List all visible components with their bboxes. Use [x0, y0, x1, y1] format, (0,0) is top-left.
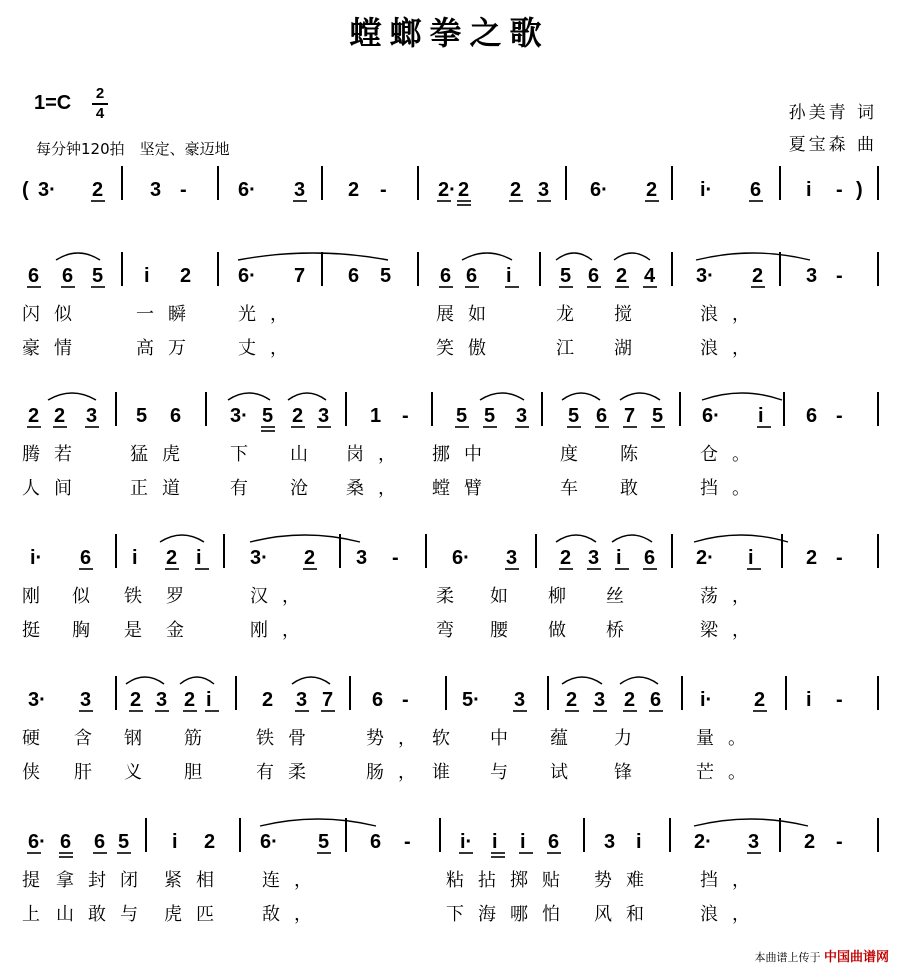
lyric-word: 荡， — [700, 586, 764, 607]
note: 3 — [318, 405, 330, 427]
lyric-word: 岗， — [346, 444, 410, 465]
lyric-word: 力 — [614, 728, 646, 749]
note: 3· — [696, 265, 714, 287]
note: 6 — [60, 831, 72, 853]
lyric-word: 挺 — [22, 620, 54, 641]
note: i· — [700, 179, 713, 201]
lyric-word: 度 — [560, 444, 592, 465]
lyric-word: 与 — [490, 762, 522, 783]
note: i — [616, 547, 622, 569]
note: 2 — [348, 179, 360, 201]
note: 5 — [380, 265, 392, 287]
note: 2 — [510, 179, 522, 201]
slur-arc — [238, 253, 388, 260]
note: 2 — [458, 179, 470, 201]
note: 3 — [80, 689, 92, 711]
lyric-word: 紧相 — [164, 870, 228, 891]
lyric-word: 是 — [124, 620, 156, 641]
slur-arc — [480, 393, 524, 400]
note: 3 — [604, 831, 616, 853]
lyric-word: 山敢与 — [56, 904, 152, 925]
lyric-word: 猛虎 — [130, 444, 194, 465]
lyric-word: 湖 — [614, 338, 646, 359]
lyric-word: 连， — [262, 870, 326, 891]
note: 2 — [184, 689, 196, 711]
note: 6 — [370, 831, 382, 853]
note: 1 — [370, 405, 382, 427]
key-signature: 1=C — [34, 92, 72, 114]
slur-arc — [126, 677, 164, 684]
lyric-word: 陈 — [620, 444, 652, 465]
note: 2 — [54, 405, 66, 427]
slur-arc — [614, 253, 650, 260]
slur-arc — [292, 677, 330, 684]
lyric-word: 敌， — [262, 904, 326, 925]
note: 6 — [466, 265, 478, 287]
note: 4 — [644, 265, 656, 287]
footer-site: 中国曲谱网 — [823, 950, 889, 965]
slur-arc — [556, 535, 596, 542]
note: 2 — [262, 689, 274, 711]
slur-arc — [250, 535, 360, 542]
note: 6 — [348, 265, 360, 287]
note: 3 — [296, 689, 308, 711]
note: 5 — [568, 405, 580, 427]
note: 5 — [318, 831, 330, 853]
lyric-word: 蕴 — [550, 728, 582, 749]
note: 2 — [646, 179, 658, 201]
note: 2· — [438, 179, 456, 201]
composer-credit: 夏宝森 曲 — [788, 135, 877, 155]
slur-arc — [556, 253, 592, 260]
note: 2 — [560, 547, 572, 569]
lyric-word: 罗 — [166, 586, 198, 607]
slur-arc — [694, 819, 808, 826]
lyric-word: 肠， — [366, 762, 430, 783]
footer-note — [754, 946, 889, 965]
note: i — [520, 831, 526, 853]
lyric-word: 展如 — [436, 304, 500, 325]
note: 2 — [616, 265, 628, 287]
slur-arc — [260, 819, 376, 826]
note: 2 — [166, 547, 178, 569]
note: 5 — [262, 405, 274, 427]
note: 7 — [624, 405, 636, 427]
note: 6· — [238, 265, 256, 287]
lyric-word: 桑， — [346, 478, 410, 499]
lyric-word: 谁 — [432, 762, 464, 783]
lyric-word: 正道 — [130, 478, 194, 499]
lyric-word: 软 — [432, 728, 464, 749]
lyric-word: 高万 — [136, 338, 200, 359]
note: 2 — [292, 405, 304, 427]
time-signature-top: 2 — [95, 85, 105, 102]
note: ) — [856, 179, 863, 201]
lyric-word: 梁， — [700, 620, 764, 641]
lyric-word: 如 — [490, 586, 522, 607]
note: 5 — [560, 265, 572, 287]
note: 6· — [260, 831, 278, 853]
tempo-marking: 每分钟120拍 坚定、豪迈地 — [36, 140, 230, 158]
slur-arc — [288, 393, 326, 400]
note: 6 — [596, 405, 608, 427]
lyric-word: 腰 — [490, 620, 522, 641]
note: 2 — [806, 547, 818, 569]
song-title: 螳螂拳之歌 — [349, 14, 550, 52]
lyric-word: 试 — [550, 762, 582, 783]
lyric-word: 丈， — [238, 338, 302, 359]
lyric-word: 闪似 — [22, 304, 86, 325]
note: 6 — [644, 547, 656, 569]
note: 3· — [250, 547, 268, 569]
lyric-word: 弯 — [436, 620, 468, 641]
lyric-word: 含 — [74, 728, 106, 749]
lyric-word: 笑傲 — [436, 338, 500, 359]
note: 5 — [118, 831, 130, 853]
note: i — [492, 831, 498, 853]
note: - — [836, 265, 843, 287]
note: 3 — [506, 547, 518, 569]
note: - — [836, 689, 843, 711]
note: 2 — [180, 265, 192, 287]
note: 6 — [750, 179, 762, 201]
note: i — [132, 547, 138, 569]
slur-arc — [562, 393, 600, 400]
slur-arc — [612, 535, 652, 542]
note: 2 — [204, 831, 216, 853]
lyric-word: 下 — [230, 444, 262, 465]
lyric-word: 有 — [230, 478, 262, 499]
note: 2 — [304, 547, 316, 569]
lyric-word: 汉， — [250, 586, 314, 607]
note: 6 — [588, 265, 600, 287]
note: 5· — [462, 689, 480, 711]
note: 6 — [806, 405, 818, 427]
note: - — [402, 689, 409, 711]
note: 6 — [28, 265, 40, 287]
note: i — [172, 831, 178, 853]
lyric-word: 粘拈掷贴 — [446, 870, 574, 891]
note: 5 — [652, 405, 664, 427]
lyric-word: 提 — [22, 870, 54, 891]
note: 6 — [372, 689, 384, 711]
slur-arc — [620, 393, 660, 400]
lyric-word: 螳臂 — [432, 478, 496, 499]
note: 6 — [440, 265, 452, 287]
note: 2 — [92, 179, 104, 201]
lyricist-credit: 孙美青 词 — [788, 103, 877, 123]
note: i· — [700, 689, 713, 711]
note: 5 — [92, 265, 104, 287]
note: i — [206, 689, 212, 711]
note: 6· — [28, 831, 46, 853]
lyric-word: 硬 — [22, 728, 54, 749]
slur-arc — [462, 253, 512, 260]
note: i — [636, 831, 642, 853]
note: 3 — [516, 405, 528, 427]
note: 5 — [456, 405, 468, 427]
note: 5 — [484, 405, 496, 427]
lyric-word: 胸 — [72, 620, 104, 641]
note: 6 — [650, 689, 662, 711]
note: 3 — [156, 689, 168, 711]
lyric-word: 柳 — [548, 586, 580, 607]
note: - — [836, 831, 843, 853]
note: 3· — [38, 179, 56, 201]
lyric-word: 龙 — [556, 304, 588, 325]
lyric-word: 势难 — [594, 870, 658, 891]
slur-arc — [228, 393, 270, 400]
lyric-word: 有柔 — [256, 762, 320, 783]
slur-arc — [694, 535, 788, 542]
lyric-word: 似 — [72, 586, 104, 607]
time-signature-bottom: 4 — [95, 105, 105, 122]
slur-arc — [620, 677, 658, 684]
note: i — [806, 689, 812, 711]
lyric-word: 沧 — [290, 478, 322, 499]
note: 2 — [752, 265, 764, 287]
lyric-word: 江 — [556, 338, 588, 359]
note: i· — [460, 831, 473, 853]
lyric-word: 金 — [166, 620, 198, 641]
note: 2· — [696, 547, 714, 569]
lyric-word: 侠 — [22, 762, 54, 783]
slur-arc — [180, 677, 214, 684]
note: 3 — [356, 547, 368, 569]
lyric-word: 下海哪怕 — [446, 904, 574, 925]
note: - — [402, 405, 409, 427]
note: 3· — [230, 405, 248, 427]
lyric-word: 中 — [490, 728, 522, 749]
lyric-word: 锋 — [614, 762, 646, 783]
lyric-word: 一瞬 — [136, 304, 200, 325]
lyric-word: 山 — [290, 444, 322, 465]
note: 3 — [514, 689, 526, 711]
note: 6 — [80, 547, 92, 569]
note: 3 — [594, 689, 606, 711]
note: 7 — [322, 689, 334, 711]
lyric-word: 豪情 — [22, 338, 86, 359]
note: 6· — [702, 405, 720, 427]
lyric-word: 人间 — [22, 478, 86, 499]
note: 5 — [136, 405, 148, 427]
note: - — [836, 405, 843, 427]
lyric-word: 挪中 — [432, 444, 496, 465]
note: 6· — [590, 179, 608, 201]
lyric-word: 丝 — [606, 586, 638, 607]
lyric-word: 量。 — [696, 728, 760, 749]
lyric-word: 桥 — [606, 620, 638, 641]
lyric-word: 芒。 — [696, 762, 760, 783]
lyric-word: 刚， — [250, 620, 314, 641]
note: 2 — [754, 689, 766, 711]
note: - — [180, 179, 187, 201]
note: ( — [22, 179, 29, 201]
note: 3 — [588, 547, 600, 569]
lyric-word: 义 — [124, 762, 156, 783]
note: 2 — [624, 689, 636, 711]
note: 2 — [804, 831, 816, 853]
lyric-word: 光， — [238, 304, 302, 325]
slur-arc — [562, 677, 602, 684]
note: i — [144, 265, 150, 287]
note: 2· — [694, 831, 712, 853]
lyric-word: 挡， — [700, 870, 764, 891]
note: i — [196, 547, 202, 569]
note: 6 — [548, 831, 560, 853]
footer-prefix: 本曲谱上传于 — [754, 951, 821, 964]
note: 3· — [28, 689, 46, 711]
note: 2 — [130, 689, 142, 711]
slur-arc — [702, 393, 782, 400]
lyric-word: 敢 — [620, 478, 652, 499]
note: 6 — [94, 831, 106, 853]
note: 6· — [238, 179, 256, 201]
lyric-word: 做 — [548, 620, 580, 641]
lyric-word: 搅 — [614, 304, 646, 325]
note: 6 — [170, 405, 182, 427]
note: 3 — [806, 265, 818, 287]
lyric-word: 胆 — [184, 762, 216, 783]
lyric-word: 浪， — [700, 304, 764, 325]
slur-arc — [56, 253, 100, 260]
lyric-word: 虎匹 — [164, 904, 228, 925]
lyric-word: 筋 — [184, 728, 216, 749]
slur-arc — [696, 253, 810, 260]
lyric-word: 仓。 — [700, 444, 764, 465]
note: - — [836, 179, 843, 201]
note: - — [392, 547, 399, 569]
note: 6· — [452, 547, 470, 569]
note: 3 — [538, 179, 550, 201]
slur-arc — [48, 393, 96, 400]
note: 3 — [294, 179, 306, 201]
note: i — [806, 179, 812, 201]
note: i — [506, 265, 512, 287]
lyric-word: 上 — [22, 904, 54, 925]
note: 2 — [566, 689, 578, 711]
lyric-word: 浪， — [700, 904, 764, 925]
note: i· — [30, 547, 43, 569]
note: 2 — [28, 405, 40, 427]
lyric-word: 车 — [560, 478, 592, 499]
lyric-word: 肝 — [74, 762, 106, 783]
note: - — [404, 831, 411, 853]
note: - — [380, 179, 387, 201]
note: 6 — [62, 265, 74, 287]
note: i — [748, 547, 754, 569]
note: 7 — [294, 265, 306, 287]
note: 3 — [748, 831, 760, 853]
lyric-word: 拿封闭 — [56, 870, 152, 891]
lyric-word: 刚 — [22, 586, 54, 607]
note: - — [836, 547, 843, 569]
lyric-word: 腾若 — [22, 444, 86, 465]
lyric-word: 势， — [366, 728, 430, 749]
lyric-word: 铁 — [124, 586, 156, 607]
lyric-word: 风和 — [594, 904, 658, 925]
lyric-word: 铁骨 — [256, 728, 320, 749]
lyric-word: 浪， — [700, 338, 764, 359]
lyric-word: 钢 — [124, 728, 156, 749]
slur-arc — [160, 535, 204, 542]
note: 3 — [86, 405, 98, 427]
lyric-word: 挡。 — [700, 478, 764, 499]
lyric-word: 柔 — [436, 586, 468, 607]
note: 3 — [150, 179, 162, 201]
note: i — [758, 405, 764, 427]
